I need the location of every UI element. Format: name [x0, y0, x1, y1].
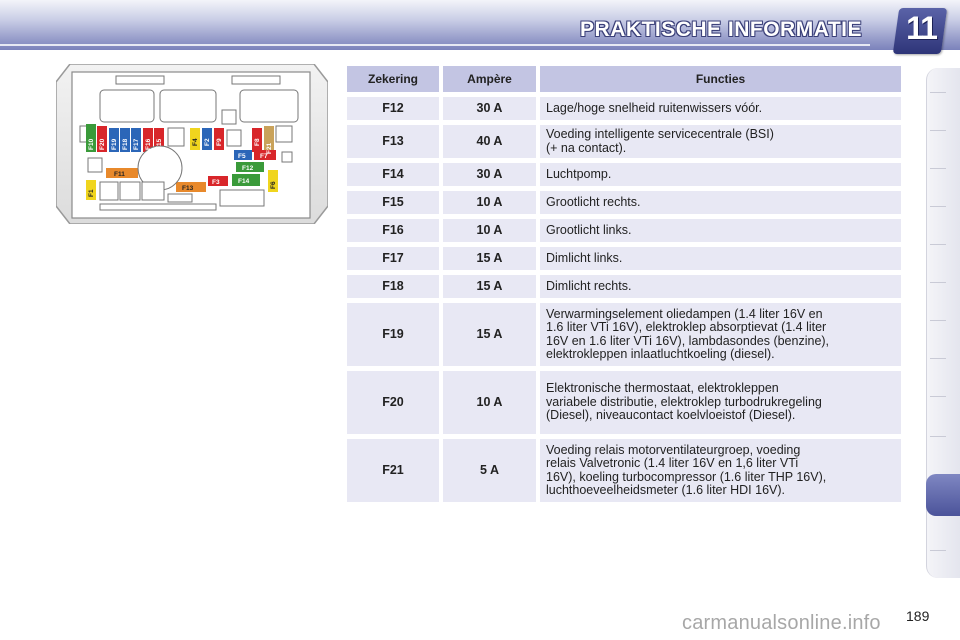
function-line: Grootlicht rechts.: [546, 194, 641, 209]
function-cell: [540, 125, 901, 158]
fuse-label: F11: [114, 171, 125, 178]
fuse-label: F12: [242, 165, 254, 172]
ampere-cell: 15 A: [443, 247, 536, 270]
fuse-label: F2: [204, 138, 211, 146]
function-line: 16V en 1.6 liter VTi 16V), lambdasondes (benzine),: [546, 333, 830, 348]
tab-divider: [930, 320, 946, 321]
function-line: Grootlicht links.: [546, 222, 632, 237]
chapter-number: 11: [906, 10, 936, 46]
ampere-cell: 10 A: [443, 191, 536, 214]
fuse-label: F1: [88, 189, 95, 197]
fuse-table: [343, 61, 905, 507]
function-line: elektrokleppen inlaatluchtkoeling (diesel).: [546, 347, 775, 361]
fuse-label: F20: [99, 138, 106, 150]
fuse-cell: F20: [347, 371, 439, 434]
tab-divider: [930, 282, 946, 283]
tab-divider: [930, 358, 946, 359]
table-row: [347, 163, 901, 186]
ampere-cell: 10 A: [443, 219, 536, 242]
fuse-box-diagram: [56, 64, 328, 224]
column-header-fuse: Zekering: [347, 66, 439, 92]
fuse-label: F10: [88, 138, 95, 150]
tab-divider: [930, 130, 946, 131]
function-line: (Diesel), niveaucontact koelvloeistof (Diesel).: [546, 408, 796, 423]
slot: [222, 110, 236, 124]
fuse-cell: F18: [347, 275, 439, 298]
page-number: 189: [906, 608, 930, 624]
fuse-label: F8: [254, 138, 261, 146]
function-line: Luchtpomp.: [546, 166, 612, 181]
page-title: PRAKTISCHE INFORMATIE: [580, 18, 862, 41]
fuse-label: F13: [182, 185, 194, 192]
function-line: Elektronische thermostaat, elektrokleppen: [546, 381, 779, 396]
ampere-cell: 5 A: [443, 439, 536, 502]
function-line: 1.6 liter VTi 16V), elektroklep absorptievat (1.4 liter: [546, 320, 827, 334]
fuse-label: F4: [192, 138, 199, 146]
function-line: luchthoeveelheidsmeter (1.6 liter HDI 16V).: [546, 483, 786, 497]
relay: [160, 90, 216, 122]
fuse-cell: F12: [347, 97, 439, 120]
function-cell: [540, 303, 901, 366]
fuse-label: F7: [260, 153, 268, 160]
function-cell: [540, 371, 901, 434]
function-cell: [540, 219, 901, 242]
function-line: relais Valvetronic (1.4 liter 16V en 1,6 liter VTi: [546, 456, 799, 470]
function-line: 16V), koeling turbocompressor (1.6 liter THP 16V),: [546, 469, 827, 484]
fuse-label: F18: [122, 138, 129, 150]
ampere-cell: 15 A: [443, 275, 536, 298]
table-row: [347, 125, 901, 158]
fuse-label: F16: [145, 138, 152, 150]
table-row: [347, 191, 901, 214]
function-cell: [540, 439, 901, 502]
function-line: (+ na contact).: [546, 140, 627, 155]
fuse-cell: F19: [347, 303, 439, 366]
function-cell: [540, 247, 901, 270]
ampere-cell: 30 A: [443, 163, 536, 186]
relay: [100, 90, 154, 122]
function-line: variabele distributie, elektroklep turbodrukregeling: [546, 394, 822, 409]
watermark: carmanualsonline.info: [682, 612, 881, 634]
function-line: Dimlicht links.: [546, 250, 623, 265]
fuse-label: F14: [238, 178, 250, 185]
table-row: [347, 439, 901, 502]
function-line: Lage/hoge snelheid ruitenwissers vóór.: [546, 100, 763, 115]
table-row: [347, 219, 901, 242]
table-row: [347, 303, 901, 366]
ampere-cell: 15 A: [443, 303, 536, 366]
tab-divider: [930, 168, 946, 169]
tab-divider: [930, 436, 946, 437]
table-row: [347, 97, 901, 120]
ampere-cell: 30 A: [443, 97, 536, 120]
tab-divider: [930, 396, 946, 397]
function-line: Dimlicht rechts.: [546, 278, 632, 293]
function-cell: [540, 275, 901, 298]
chapter-tab-active[interactable]: [926, 474, 960, 516]
fuse-label: F21: [266, 142, 273, 154]
tab-divider: [930, 550, 946, 551]
fuse-label: F3: [212, 179, 220, 186]
function-cell: [540, 97, 901, 120]
fuse-label: F17: [133, 138, 140, 150]
fuse-label: F9: [216, 138, 223, 146]
tab-divider: [930, 92, 946, 93]
function-cell: [540, 163, 901, 186]
column-header-functions: Functies: [540, 66, 901, 92]
fuse-cell: F15: [347, 191, 439, 214]
fuse-cell: F13: [347, 125, 439, 158]
function-line: Voeding relais motorventilateurgroep, voeding: [546, 442, 801, 457]
table-row: [347, 371, 901, 434]
function-cell: [540, 191, 901, 214]
fuse-label: F6: [270, 181, 277, 189]
table-row: [347, 275, 901, 298]
function-line: Verwarmingselement oliedampen (1.4 liter 16V en: [546, 306, 823, 321]
column-header-ampere: Ampère: [443, 66, 536, 92]
slot: [232, 76, 280, 84]
fuse-cell: F21: [347, 439, 439, 502]
table-row: [347, 247, 901, 270]
tab-divider: [930, 206, 946, 207]
fuse-cell: F16: [347, 219, 439, 242]
fuse-cell: F14: [347, 163, 439, 186]
tab-divider: [930, 244, 946, 245]
fuse-label: F19: [111, 138, 118, 150]
ampere-cell: 40 A: [443, 125, 536, 158]
fuse-label: F5: [238, 153, 246, 160]
relay: [240, 90, 298, 122]
fuse-cell: F17: [347, 247, 439, 270]
ampere-cell: 10 A: [443, 371, 536, 434]
fuse-label: F15: [156, 138, 163, 150]
slot: [116, 76, 164, 84]
function-line: Voeding intelligente servicecentrale (BSI): [546, 127, 774, 141]
